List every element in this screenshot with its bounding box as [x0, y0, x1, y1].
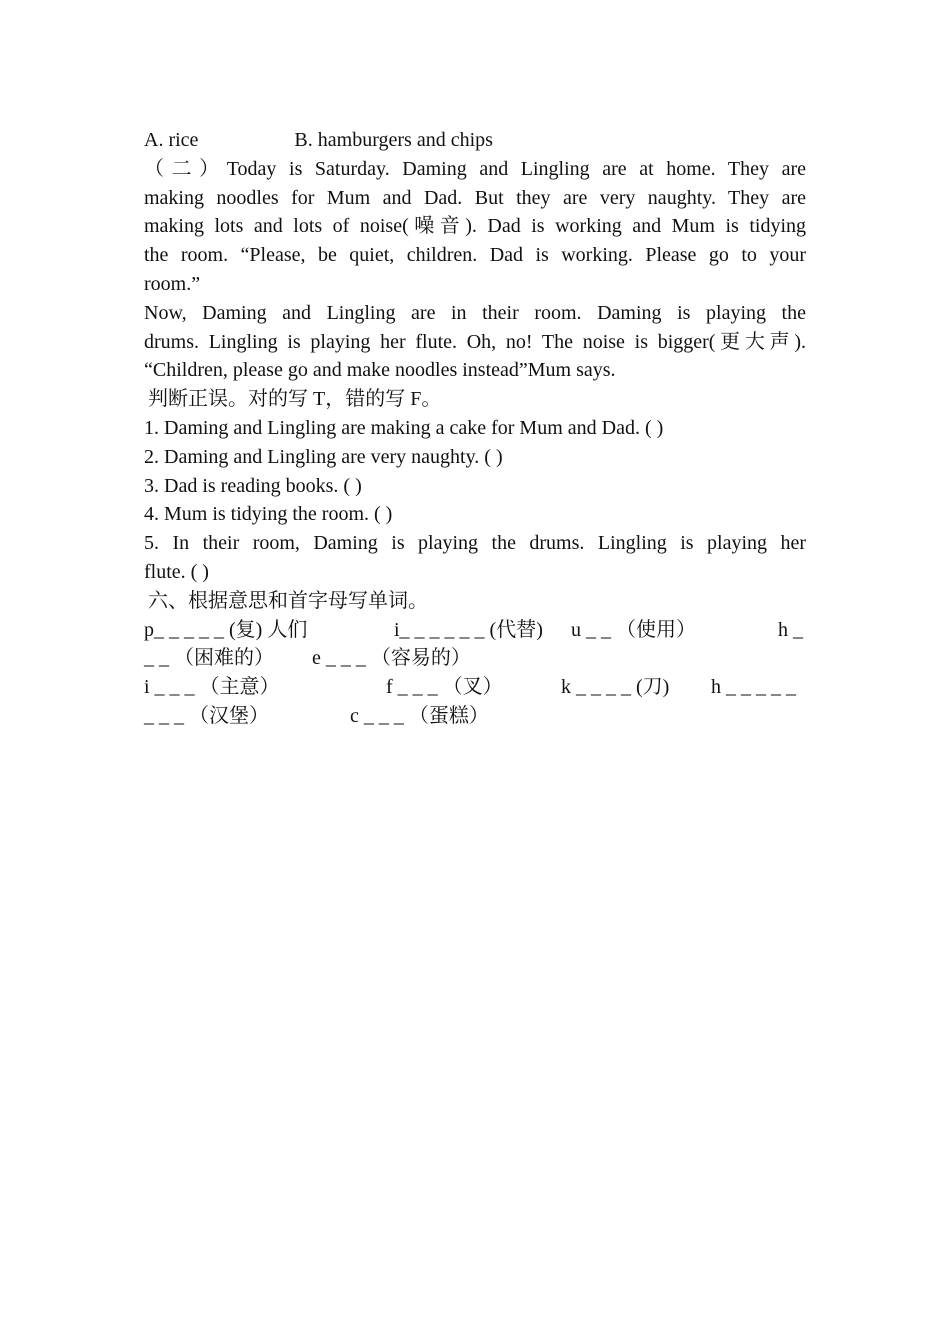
tf-question-1: 1. Daming and Lingling are making a cake for Mum and Dad. ( ) — [144, 416, 664, 439]
vocab-row-3 — [144, 673, 806, 702]
passage-line-5: room.” — [144, 272, 201, 295]
tf-question-5-line-1: 5. In their room, Daming is playing the drums. Lingling is playing her — [144, 532, 806, 555]
vocab-item-people: p_ _ _ _ _ (复) 人们 — [144, 618, 308, 641]
passage-line-3: making lots and lots of noise(噪音). Dad is working and Mum is tidying — [144, 215, 806, 238]
answer-options — [144, 126, 806, 155]
passage-line-4: the room. “Please, be quiet, children. Dad is working. Please go to your — [144, 244, 806, 267]
passage-line-2: making noodles for Mum and Dad. But they are very naughty. They are — [144, 186, 806, 209]
tf-instruction: 判断正误。对的写 T，错的写 F。 — [148, 388, 442, 411]
vocab-row-2 — [144, 644, 806, 673]
tf-question-2: 2. Daming and Lingling are very naughty. ( ) — [144, 445, 503, 468]
vocab-row-4 — [144, 702, 806, 731]
vocab-item-knife: k _ _ _ _ (刀) — [561, 676, 670, 699]
vocab-row-1 — [144, 616, 806, 645]
true-false-section — [144, 385, 806, 587]
reading-passage — [144, 155, 806, 385]
vocabulary-section — [144, 587, 806, 731]
tf-question-5-line-2: flute. ( ) — [144, 560, 209, 583]
passage-line-8: “Children, please go and make noodles instead”Mum says. — [144, 359, 616, 382]
passage-line-6: Now, Daming and Lingling are in their room. Daming is playing the — [144, 301, 806, 324]
option-b: B. hamburgers and chips — [294, 129, 493, 151]
vocab-item-hard-start: h _ — [778, 618, 803, 641]
vocab-instruction: 六、根据意思和首字母写单词。 — [148, 589, 428, 612]
passage-line-1: （二）Today is Saturday. Daming and Lingling are at home. They are — [144, 157, 806, 180]
tf-question-3: 3. Dad is reading books. ( ) — [144, 474, 362, 497]
vocab-item-easy: e _ _ _ （容易的） — [312, 647, 471, 670]
passage-line-7: drums. Lingling is playing her flute. Oh, no! The noise is bigger(更大声). — [144, 330, 806, 353]
vocab-item-instead: i_ _ _ _ _ _ (代替) — [394, 618, 543, 641]
vocab-item-cake: c _ _ _ （蛋糕） — [350, 704, 489, 727]
vocab-item-hamburger-end: _ _ _ （汉堡） — [144, 704, 269, 727]
vocab-item-fork: f _ _ _ （叉） — [386, 676, 503, 699]
vocab-item-use: u _ _ （使用） — [571, 618, 696, 641]
vocab-item-hamburger-start: h _ _ _ _ _ — [711, 676, 796, 699]
vocab-item-idea: i _ _ _ （主意） — [144, 676, 280, 699]
vocab-item-hard-end: _ _ （困难的） — [144, 647, 274, 670]
worksheet-page — [144, 126, 806, 731]
option-a: A. rice — [144, 129, 199, 151]
tf-question-4: 4. Mum is tidying the room. ( ) — [144, 503, 393, 526]
